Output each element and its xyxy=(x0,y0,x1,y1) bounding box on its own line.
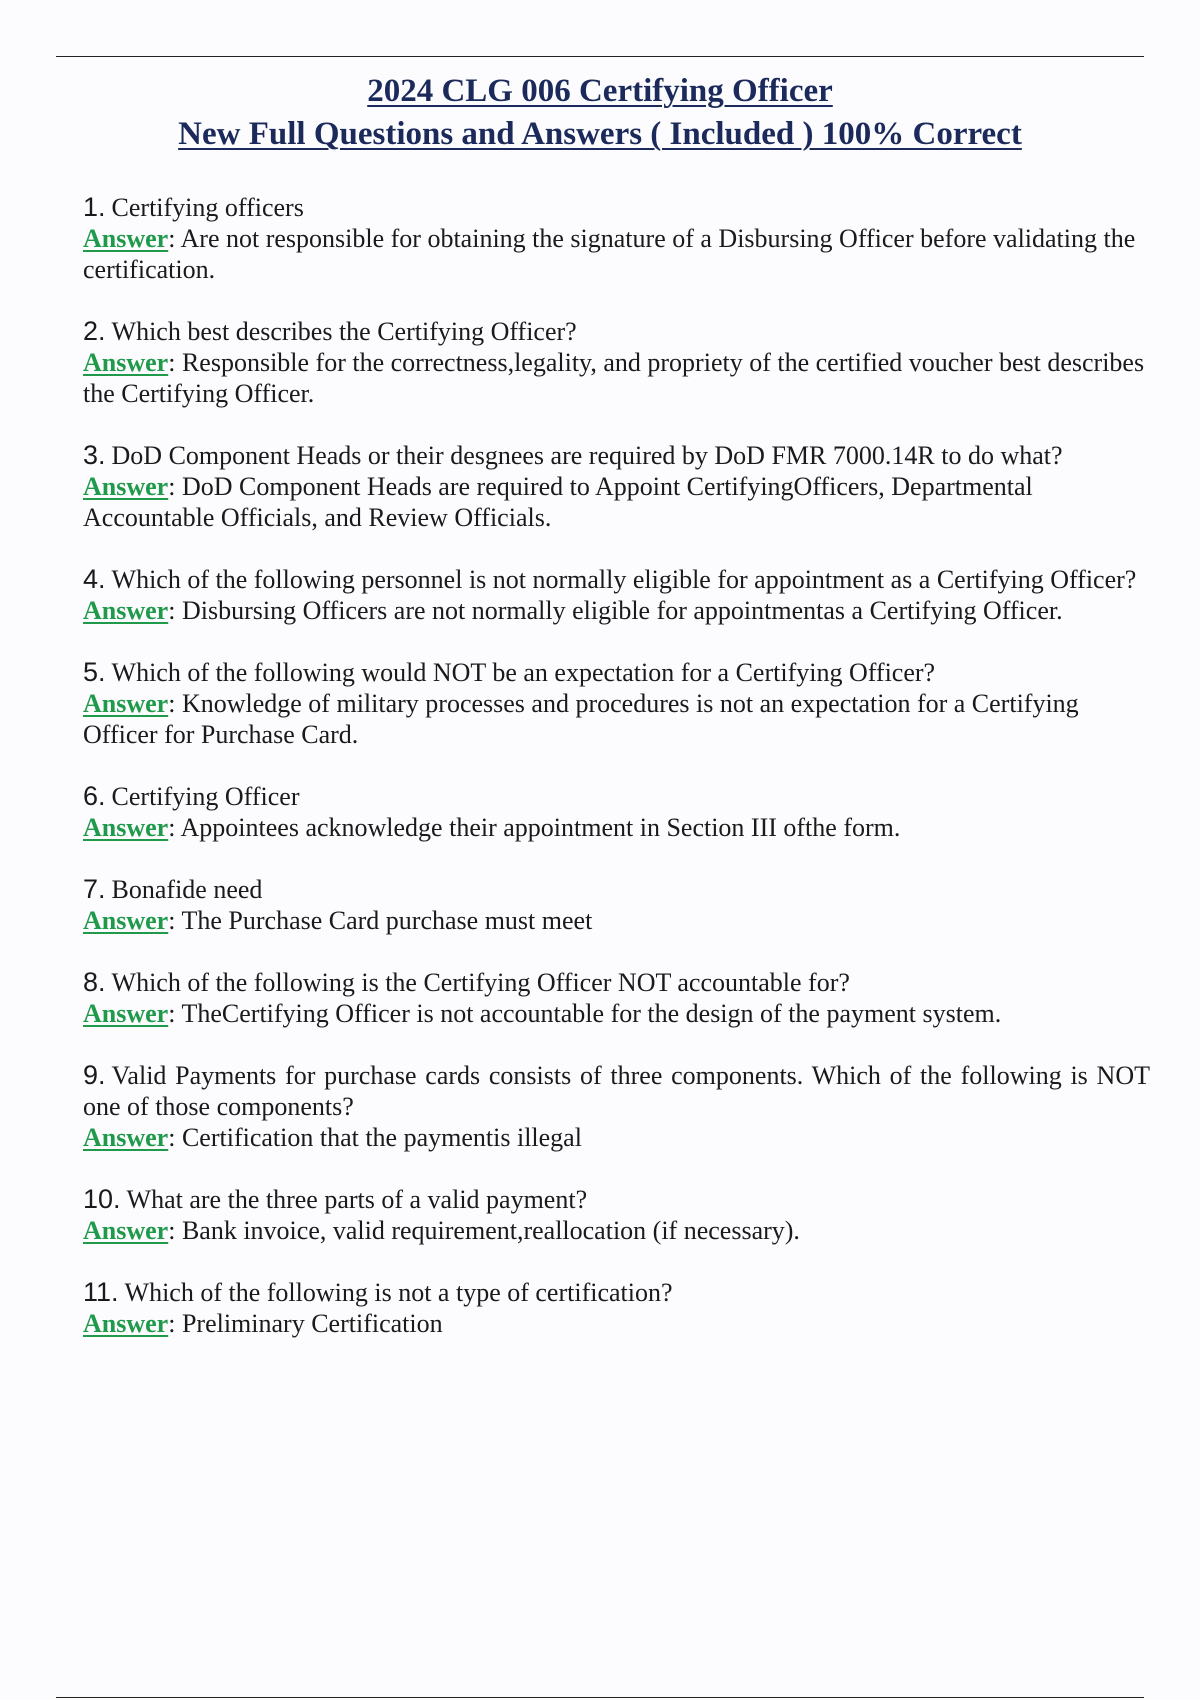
answer: Answer: TheCertifying Officer is not accountable for the design of the payment system. xyxy=(83,999,1002,1028)
title-line-2: New Full Questions and Answers ( Included ) 100% Correct xyxy=(178,116,1022,152)
question-number: 8. xyxy=(83,967,106,997)
answer-text: Are not responsible for obtaining the signature of a Disbursing Officer before validating the certification. xyxy=(83,224,1136,284)
question xyxy=(83,192,1150,223)
question xyxy=(83,316,1150,347)
question-text: Which best describes the Certifying Officer? xyxy=(111,317,577,346)
question-number: 2. xyxy=(83,316,106,346)
qa-item xyxy=(83,967,1150,1029)
answer: Answer: Disbursing Officers are not normally eligible for appointmentas a Certifying Officer. xyxy=(83,596,1063,625)
answer: Answer: DoD Component Heads are required to Appoint CertifyingOfficers, Departmental Accountable Officials, and Review Officials. xyxy=(83,472,1033,532)
question xyxy=(83,781,1150,812)
answer-label: Answer xyxy=(83,596,169,625)
answer-text: Bank invoice, valid requirement,reallocation (if necessary). xyxy=(181,1216,800,1245)
qa-item xyxy=(83,874,1150,936)
question-number: 1. xyxy=(83,192,106,222)
answer-text: DoD Component Heads are required to Appoint CertifyingOfficers, Departmental Accountable Officials, and Review Officials. xyxy=(83,472,1033,532)
question-number: 9. xyxy=(83,1060,106,1090)
answer-text: Preliminary Certification xyxy=(181,1309,443,1338)
document-title xyxy=(0,70,1200,156)
question-text: Bonafide need xyxy=(111,875,263,904)
qa-item xyxy=(83,440,1150,533)
qa-item xyxy=(83,1277,1150,1339)
question xyxy=(83,1277,1150,1308)
question-number: 6. xyxy=(83,781,106,811)
answer: Answer: Certification that the paymentis illegal xyxy=(83,1123,582,1152)
answer-label: Answer xyxy=(83,813,169,842)
question xyxy=(83,564,1150,595)
answer-label: Answer xyxy=(83,906,169,935)
question xyxy=(83,874,1150,905)
question xyxy=(83,657,1150,688)
question xyxy=(83,440,1150,471)
qa-item xyxy=(83,564,1150,626)
answer-text: The Purchase Card purchase must meet xyxy=(181,906,593,935)
question-text: Which of the following would NOT be an expectation for a Certifying Officer? xyxy=(111,658,936,687)
question-text: Which of the following is the Certifying Officer NOT accountable for? xyxy=(111,968,850,997)
answer-text: Knowledge of military processes and procedures is not an expectation for a Certifying Officer for Purchase Card. xyxy=(83,689,1079,749)
answer-label: Answer xyxy=(83,224,169,253)
answer-text: Disbursing Officers are not normally eligible for appointmentas a Certifying Officer. xyxy=(181,596,1063,625)
answer-label: Answer xyxy=(83,1216,169,1245)
answer: Answer: The Purchase Card purchase must meet xyxy=(83,906,593,935)
answer: Answer: Are not responsible for obtaining the signature of a Disbursing Officer before validating the certification. xyxy=(83,224,1136,284)
question xyxy=(83,1060,1150,1122)
answer: Answer: Knowledge of military processes and procedures is not an expectation for a Certifying Officer for Purchase Card. xyxy=(83,689,1079,749)
answer-label: Answer xyxy=(83,689,169,718)
question-number: 11. xyxy=(83,1277,119,1307)
top-divider xyxy=(56,56,1144,57)
answer-label: Answer xyxy=(83,348,169,377)
answer-label: Answer xyxy=(83,472,169,501)
title-line-1: 2024 CLG 006 Certifying Officer xyxy=(367,73,833,109)
bottom-divider xyxy=(56,1697,1144,1698)
question-number: 5. xyxy=(83,657,106,687)
answer-text: Certification that the paymentis illegal xyxy=(181,1123,582,1152)
question-text: DoD Component Heads or their desgnees are required by DoD FMR 7000.14R to do what? xyxy=(111,441,1063,470)
answer: Answer: Bank invoice, valid requirement,reallocation (if necessary). xyxy=(83,1216,800,1245)
answer: Answer: Appointees acknowledge their appointment in Section III ofthe form. xyxy=(83,813,901,842)
qa-item xyxy=(83,316,1150,409)
question xyxy=(83,967,1150,998)
question-text: Certifying Officer xyxy=(111,782,300,811)
qa-item xyxy=(83,192,1150,285)
answer-text: TheCertifying Officer is not accountable for the design of the payment system. xyxy=(181,999,1002,1028)
answer-label: Answer xyxy=(83,1309,169,1338)
qa-item xyxy=(83,1060,1150,1153)
answer-text: Responsible for the correctness,legality, and propriety of the certified voucher best describes the Certifying Officer. xyxy=(83,348,1145,408)
answer-label: Answer xyxy=(83,1123,169,1152)
question-text: Which of the following is not a type of certification? xyxy=(124,1278,673,1307)
question-number: 4. xyxy=(83,564,106,594)
question xyxy=(83,1184,1150,1215)
answer-text: Appointees acknowledge their appointment in Section III ofthe form. xyxy=(180,813,901,842)
question-text: Valid Payments for purchase cards consists of three components. Which of the following is NOT one of those components? xyxy=(83,1061,1150,1121)
question-text: Certifying officers xyxy=(111,193,304,222)
answer: Answer: Preliminary Certification xyxy=(83,1309,443,1338)
question-number: 3. xyxy=(83,440,106,470)
question-text: What are the three parts of a valid payment? xyxy=(126,1185,588,1214)
question-text: Which of the following personnel is not normally eligible for appointment as a Certifying Officer? xyxy=(111,565,1137,594)
question-number: 10. xyxy=(83,1184,121,1214)
qa-list xyxy=(83,192,1150,1370)
qa-item xyxy=(83,657,1150,750)
question-number: 7. xyxy=(83,874,106,904)
qa-item xyxy=(83,1184,1150,1246)
answer: Answer: Responsible for the correctness,legality, and propriety of the certified voucher best describes the Certifying Officer. xyxy=(83,348,1145,408)
answer-label: Answer xyxy=(83,999,169,1028)
qa-item xyxy=(83,781,1150,843)
